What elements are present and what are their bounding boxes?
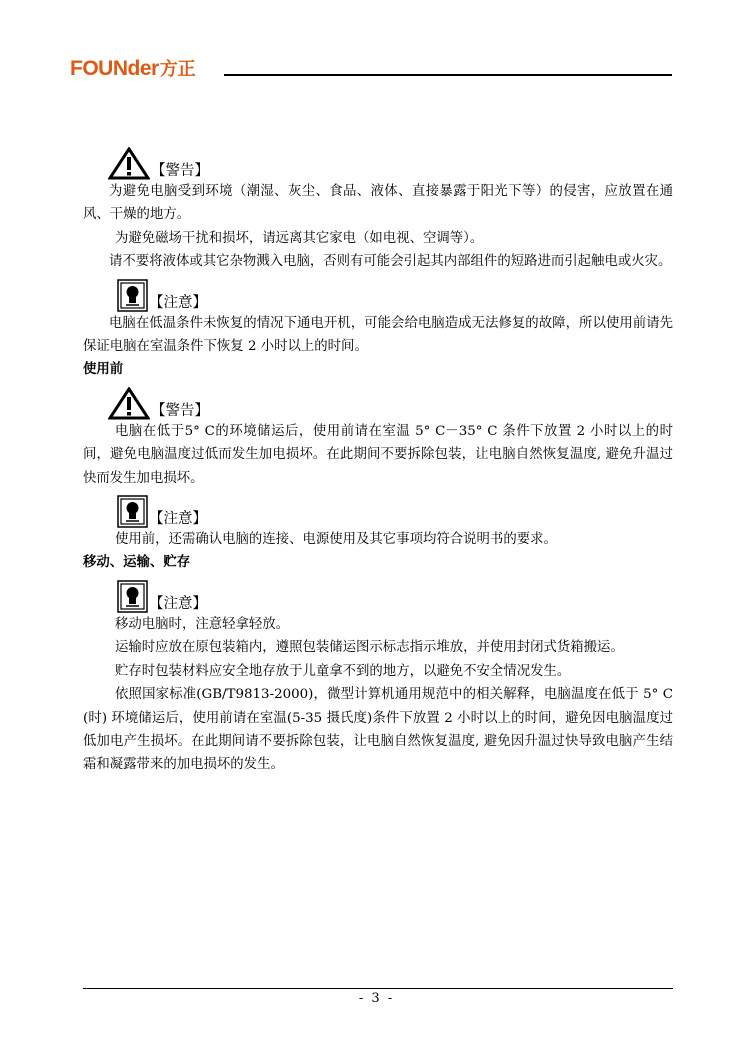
light-bulb-icon bbox=[117, 580, 148, 613]
brand-name-en: FOUNder bbox=[70, 57, 159, 80]
warning-triangle-icon bbox=[108, 147, 150, 180]
caution-label: 【注意】 bbox=[149, 595, 207, 612]
paragraph: 运输时应放在原包装箱内，遵照包装储运图示标志指示堆放，并使用封闭式货箱搬运。 bbox=[115, 640, 624, 656]
caution-notice bbox=[108, 575, 673, 613]
warning-label: 【警告】 bbox=[151, 402, 209, 419]
caution-label: 【注意】 bbox=[149, 294, 207, 311]
footer-rule bbox=[83, 988, 673, 989]
warning-label: 【警告】 bbox=[151, 163, 209, 179]
paragraph: 请不要将液体或其它杂物溅入电脑，否则有可能会引起其内部组件的短路进而引起触电或火灾。 bbox=[109, 254, 672, 270]
header-rule bbox=[224, 74, 672, 76]
brand-name-cn: 方正 bbox=[159, 59, 196, 79]
page-content bbox=[83, 142, 673, 777]
warning-notice bbox=[108, 382, 673, 420]
paragraph: 使用前，还需确认电脑的连接、电源使用及其它事项均符合说明书的要求。 bbox=[115, 532, 557, 548]
page-number: - 3 - bbox=[358, 991, 395, 1006]
warning-triangle-icon bbox=[108, 387, 150, 420]
paragraph: 贮存时包装材料应安全地存放于儿童拿不到的地方，以避免不安全情况发生。 bbox=[115, 663, 571, 679]
paragraph: 电脑在低温条件未恢复的情况下通电开机，可能会给电脑造成无法修复的故障，所以使用前请先保证电脑在室温条件下恢复 2 小时以上的时间。 bbox=[83, 315, 673, 355]
paragraph: 电脑在低于5° C的环境储运后，使用前请在室温 5° C－35° C 条件下放置 2 小时以上的时间，避免电脑温度过低而发生加电损坏。在此期间不要拆除包装，让电脑自然恢复温度, 避免升温过快而发生加电损坏。 bbox=[83, 423, 673, 486]
paragraph: 依照国家标准(GB/T9813-2000)，微型计算机通用规范中的相关解释，电脑温度在低于 5° C (时) 环境储运后，使用前请在室温(5-35 摄氏度)条件下放置 2 小时以上的时间，避免因电脑温度过低加电产生损坏。在此期间请不要拆除包装，让电脑自然恢复温度, 避免因升温过快导致电脑产生结霜和凝露带来的加电损坏的发生。 bbox=[83, 687, 673, 773]
section-heading-move-transport-storage: 移动、运输、贮存 bbox=[83, 555, 191, 571]
section-heading-before-use: 使用前 bbox=[83, 362, 124, 378]
light-bulb-icon bbox=[117, 279, 148, 312]
paragraph: 移动电脑时，注意轻拿轻放。 bbox=[115, 616, 290, 632]
warning-notice bbox=[108, 142, 673, 180]
paragraph: 为避免磁场干扰和损坏，请远离其它家电（如电视、空调等）。 bbox=[115, 230, 484, 246]
caution-notice bbox=[108, 274, 673, 312]
light-bulb-icon bbox=[117, 495, 148, 528]
founder-logo bbox=[70, 58, 196, 79]
caution-label: 【注意】 bbox=[149, 511, 207, 528]
caution-notice bbox=[108, 490, 673, 528]
paragraph: 为避免电脑受到环境（潮湿、灰尘、食品、液体、直接暴露于阳光下等）的侵害，应放置在通风、干燥的地方。 bbox=[83, 184, 673, 223]
